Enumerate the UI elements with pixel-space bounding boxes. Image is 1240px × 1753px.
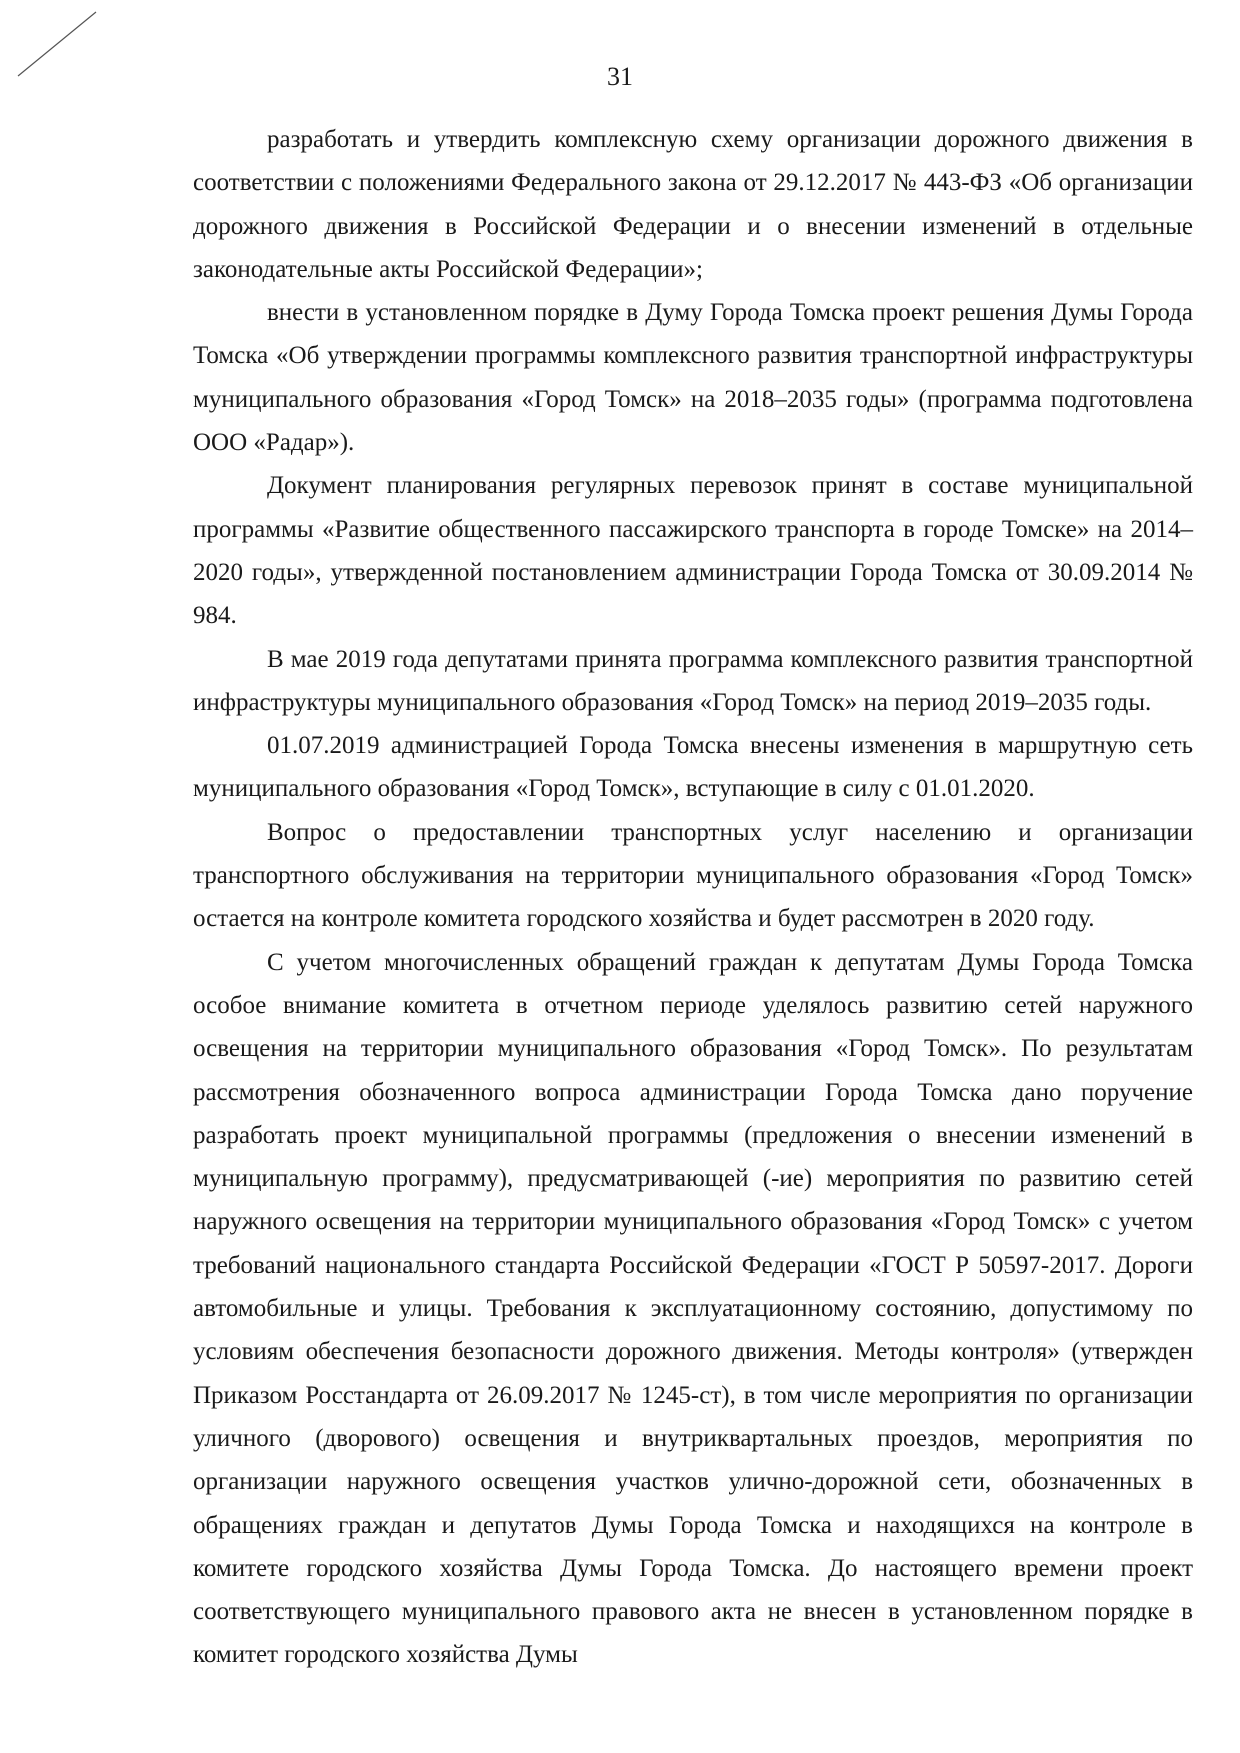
paragraph-5: 01.07.2019 администрацией Города Томска внесены изменения в маршрутную сеть муниципального образования «Город Томск», вступающие в силу с 01.01.2020. <box>193 732 1193 803</box>
document-body <box>193 118 1193 1677</box>
page-number: 31 <box>607 62 633 91</box>
paragraph-1: разработать и утвердить комплексную схему организации дорожного движения в соответствии с положениями Федерального закона от 29.12.2017 № 443-ФЗ «Об организации дорожного движения в Российской Федерации и о внесении изменений в отдельные законодательные акты Российской Федерации»; <box>193 126 1193 283</box>
paragraph-2: внести в установленном порядке в Думу Города Томска проект решения Думы Города Томска «Об утверждении программы комплексного развития транспортной инфраструктуры муниципального образования «Город Томск» на 2018–2035 годы» (программа подготовлена ООО «Радар»). <box>193 299 1193 457</box>
paragraph-7: С учетом многочисленных обращений граждан к депутатам Думы Города Томска особое внимание комитета в отчетном периоде уделялось развитию сетей наружного освещения на территории муниципального образования «Город Томск». По результатам рассмотрения обозначенного вопроса администрации Города Томска дано поручение разработать проект муниципальной программы (предложения о внесении изменений в муниципальную программу), предусматривающей (-ие) мероприятия по развитию сетей наружного освещения на территории муниципального образования «Город Томск» с учетом требований национального стандарта Российской Федерации «ГОСТ Р 50597-2017. Дороги автомобильные и улицы. Требования к эксплуатационному состоянию, допустимому по условиям обеспечения безопасности дорожного движения. Методы контроля» (утвержден Приказом Росстандарта от 26.09.2017 № 1245-ст), в том числе мероприятия по организации уличного (дворового) освещения и внутриквартальных проездов, мероприятия по организации наружного освещения участков улично-дорожной сети, обозначенных в обращениях граждан и депутатов Думы Города Томска и находящихся на контроле в комитете городского хозяйства Думы Города Томска. До настоящего времени проект соответствующего муниципального правового акта не внесен в установленном порядке в комитет городского хозяйства Думы <box>193 948 1193 1669</box>
paragraph-4: В мае 2019 года депутатами принята программа комплексного развития транспортной инфраструктуры муниципального образования «Город Томск» на период 2019–2035 годы. <box>193 645 1193 716</box>
paragraph-3: Документ планирования регулярных перевозок принят в составе муниципальной программы «Развитие общественного пассажирского транспорта в городе Томске» на 2014–2020 годы», утвержденной постановлением администрации Города Томска от 30.09.2014 № 984. <box>193 472 1193 630</box>
paragraph-6: Вопрос о предоставлении транспортных услуг населению и организации транспортного обслуживания на территории муниципального образования «Город Томск» остается на контроле комитета городского хозяйства и будет рассмотрен в 2020 году. <box>193 818 1193 933</box>
